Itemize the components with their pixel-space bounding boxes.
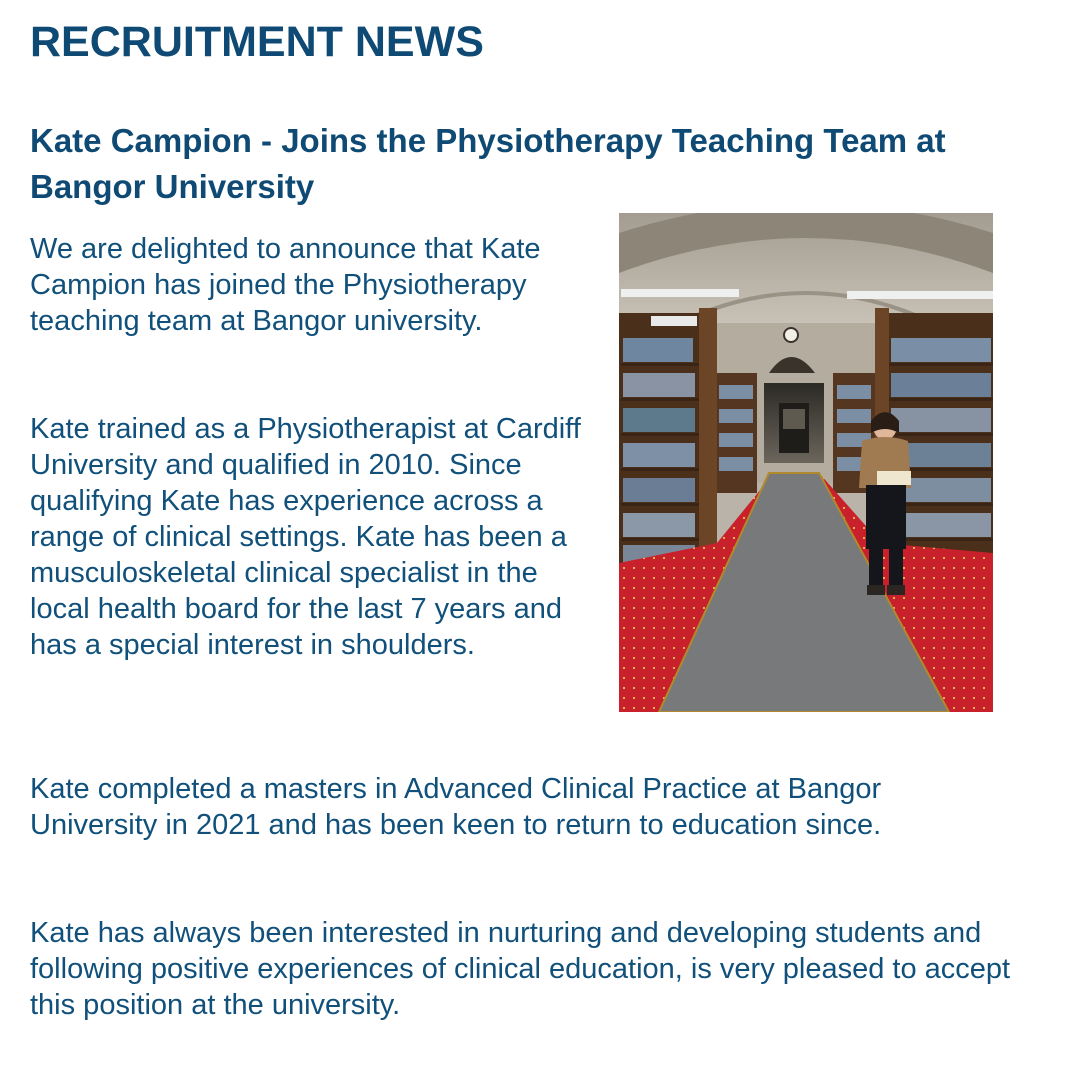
article-paragraph-intro: We are delighted to announce that Kate Campion has joined the Physiotherapy teaching team at Bangor university. [30, 233, 541, 337]
library-photo [619, 213, 993, 712]
article-paragraph-masters: Kate completed a masters in Advanced Clinical Practice at Bangor University in 2021 and has been keen to return to education since. [30, 773, 882, 841]
article-headline: Kate Campion - Joins the Physiotherapy Teaching Team at Bangor University [30, 122, 946, 205]
article-paragraph-closing: Kate has always been interested in nurturing and developing students and following positive experiences of clinical education, is very pleased to accept this position at the university. [30, 917, 1011, 1021]
article-paragraph-background: Kate trained as a Physiotherapist at Cardiff University and qualified in 2010. Since qualifying Kate has experience across a range of clinical settings. Kate has been a musculoskeletal clinical specialist in the local health board for the last 7 years and has a special interest in shoulders. [30, 413, 581, 661]
page-title: RECRUITMENT NEWS [30, 18, 484, 66]
